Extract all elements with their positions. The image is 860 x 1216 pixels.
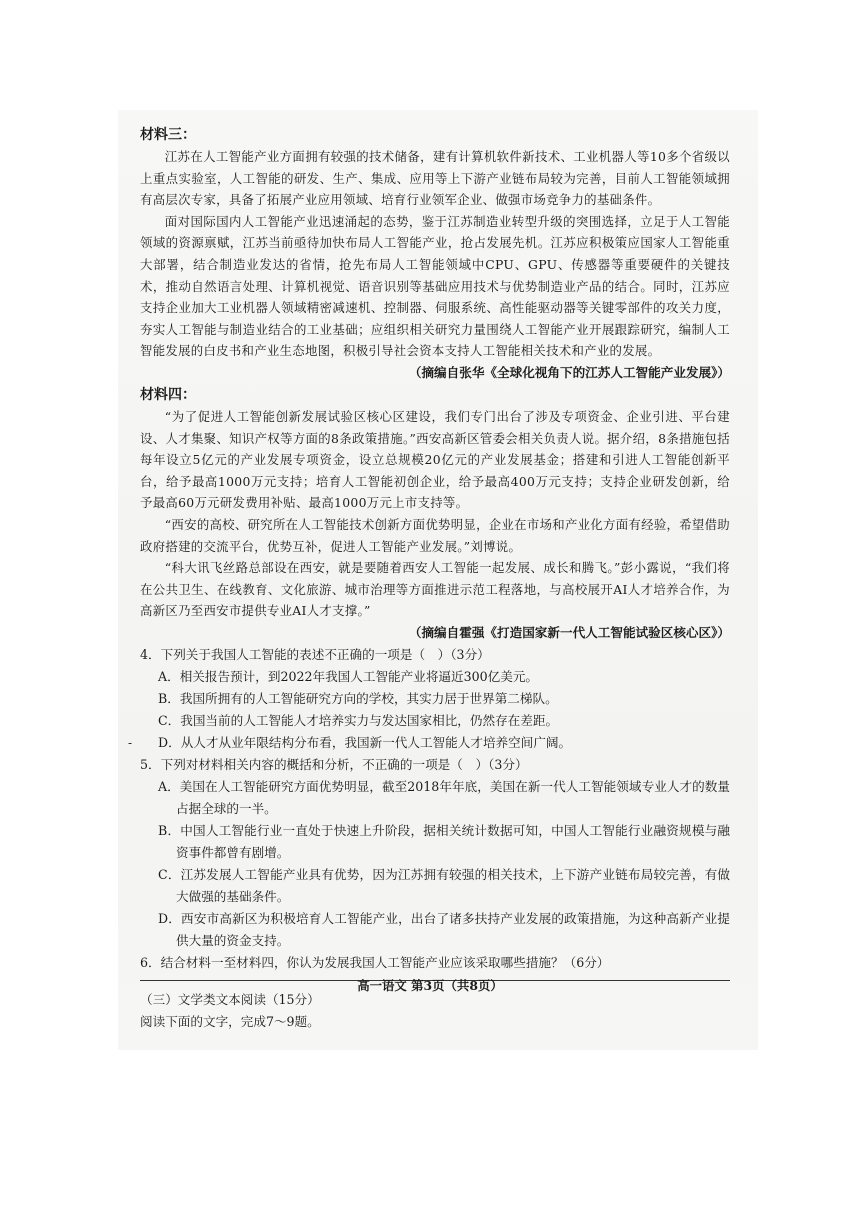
- material-four-paragraph-1: “为了促进人工智能创新发展试验区核心区建设，我们专门出台了涉及专项资金、企业引进、平台建设、人才集聚、知识产权等方面的8条政策措施。”西安高新区管委会相关负责人说。据介绍，8条措施包括每年设立5亿元的产业发展专项资金，设立总规模20亿元的产业发展基金；搭建和引进人工智能创新平台，给予最高1000万元支持；培育人工智能初创企业，给予最高400万元支持；支持企业研发创新，给予最高60万元研发费用补贴、最高1000万元上市支持等。: [140, 408, 730, 511]
- question-5-option-d: D．西安市高新区为积极培育人工智能产业，出台了诸多扶持产业发展的政策措施，为这种高新产业提供大量的资金支持。: [158, 910, 730, 948]
- page-footer: 高一语文 第3页（共8页）: [357, 978, 503, 993]
- section-three-title: （三）文学类文本阅读（15分）: [140, 991, 320, 1007]
- question-4-stem: 4．下列关于我国人工智能的表述不正确的一项是（ ）（3分）: [140, 646, 490, 662]
- material-three-heading: 材料三：: [140, 127, 196, 143]
- question-4-option-b: B．我国所拥有的人工智能研究方向的学校，其实力居于世界第二梯队。: [158, 690, 558, 706]
- material-four: [140, 384, 730, 644]
- material-three-paragraph-1: 江苏在人工智能产业方面拥有较强的技术储备，建有计算机软件新技术、工业机器人等10多个省级以上重点实验室，人工智能的研发、生产、集成、应用等上下游产业链布局较为完善，目前人工智能领域拥有高层次专家，具备了拓展产业应用领域、培育行业领军企业、做强市场竞争力的基础条件。: [140, 149, 730, 208]
- question-4-option-d: [158, 732, 730, 754]
- question-6-stem: 6．结合材料一至材料四，你认为发展我国人工智能产业应该采取哪些措施？（6分）: [140, 954, 610, 970]
- question-5-option-c: C．江苏发展人工智能产业具有优势，因为江苏拥有较强的相关技术，上下游产业链布局较完善，有做大做强的基础条件。: [158, 866, 730, 904]
- question-4: [140, 644, 730, 754]
- question-4-option-a: A．相关报告预计，到2022年我国人工智能产业将逼近300亿美元。: [158, 668, 539, 684]
- section-three-instruction: 阅读下面的文字，完成7～9题。: [140, 1013, 320, 1029]
- material-three: [140, 124, 730, 384]
- question-4-option-d-text: D．从人才从业年限结构分布看，我国新一代人工智能人才培养空间广阔。: [158, 734, 572, 750]
- question-5: [140, 754, 730, 952]
- page-content: [140, 124, 730, 1033]
- material-four-paragraph-3: “科大讯飞丝路总部设在西安，就是要随着西安人工智能一起发展、成长和腾飞。”彭小露说，“我们将在公共卫生、在线教育、文化旅游、城市治理等方面推进示范工程落地，与高校展开AI人才培养合作，为高新区乃至西安市提供专业AI人才支撑。”: [140, 560, 730, 619]
- material-four-paragraph-2: “西安的高校、研究所在人工智能技术创新方面优势明显，企业在市场和产业化方面有经验，希望借助政府搭建的交流平台，优势互补，促进人工智能产业发展。”刘博说。: [140, 516, 730, 554]
- material-four-heading: 材料四：: [140, 386, 196, 403]
- question-5-option-b: B．中国人工智能行业一直处于快速上升阶段，据相关统计数据可知，中国人工智能行业融资规模与融资事件都曾有剧增。: [158, 822, 730, 860]
- question-5-stem: 5．下列对材料相关内容的概括和分析，不正确的一项是（ ）（3分）: [140, 756, 528, 772]
- material-three-paragraph-2: 面对国际国内人工智能产业迅速涌起的态势，鉴于江苏制造业转型升级的突围选择，立足于人工智能领域的资源禀赋，江苏当前亟待加快布局人工智能产业，抢占发展先机。江苏应积极策应国家人工智能重大部署，结合制造业发达的省情，抢先布局人工智能领域中CPU、GPU、传感器等重要硬件的关键技术，推动自然语言处理、计算机视觉、语音识别等基础应用技术与优势制造业产品的结合。同时，江苏应支持企业加大工业机器人领域精密减速机、控制器、伺服系统、高性能驱动器等关键零部件的攻关力度，夯实人工智能与制造业结合的工业基础；应组织相关研究力量围绕人工智能产业开展跟踪研究，编制人工智能发展的白皮书和产业生态地图，积极引导社会资本支持人工智能相关技术和产业的发展。: [140, 213, 730, 359]
- material-three-source: （摘编自张华《全球化视角下的江苏人工智能产业发展》）: [408, 364, 730, 380]
- material-four-source: （摘编自霍强《打造国家新一代人工智能试验区核心区》）: [408, 624, 730, 640]
- question-5-option-a: A．美国在人工智能研究方面优势明显，截至2018年年底，美国在新一代人工智能领域专业人才的数量占据全球的一半。: [158, 778, 730, 816]
- question-4-option-c: C．我国当前的人工智能人才培养实力与发达国家相比，仍然存在差距。: [158, 712, 559, 728]
